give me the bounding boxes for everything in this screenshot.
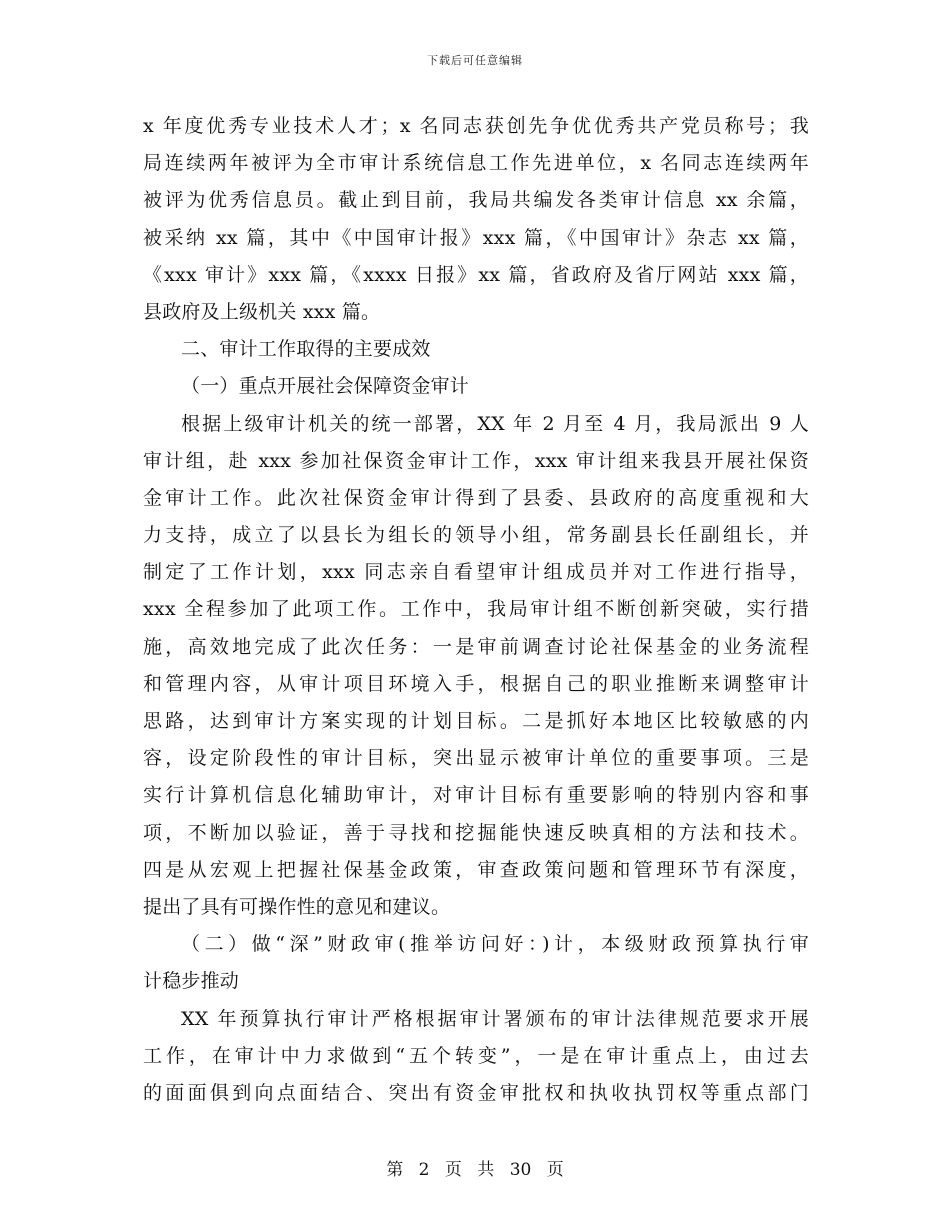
text-line: 工作，在审计中力求做到“五个转变”，一是在审计重点上，由过去	[143, 1044, 809, 1067]
text-line: 施，高效地完成了此次任务：一是审前调查讨论社保基金的业务流程	[143, 635, 809, 658]
total-pages: 30	[509, 1160, 532, 1180]
text-line: 和管理内容，从审计项目环境入手，根据自己的职业推断来调整审计	[143, 672, 809, 695]
text-line: 审计组，赴 xxx 参加社保资金审计工作，xxx 审计组来我县开展社保资	[143, 449, 809, 472]
subsection-heading: （二）做“深”财政审(推举访问好：)计，本级财政预算执行审	[181, 933, 809, 956]
total-label: 共	[477, 1160, 495, 1180]
text-line: 《xxx 审计》xxx 篇，《xxxx 日报》xx 篇，省政府及省厅网站 xxx 篇，	[143, 263, 809, 286]
total-unit: 页	[546, 1160, 564, 1180]
text-line: 四是从宏观上把握社保基金政策，审查政策问题和管理环节有深度，	[143, 858, 809, 881]
text-line: 制定了工作计划，xxx 同志亲自看望审计组成员并对工作进行指导，	[143, 561, 809, 584]
section-heading: 二、审计工作取得的主要成效	[181, 338, 431, 361]
page-unit: 页	[444, 1160, 462, 1180]
text-line: x 年度优秀专业技术人才；x 名同志获创先争优优秀共产党员称号；我	[143, 115, 809, 137]
subsection-heading-continued: 计稳步推动	[143, 970, 240, 993]
text-line: 容，设定阶段性的审计目标，突出显示被审计单位的重要事项。三是	[143, 747, 809, 770]
subsection-heading: （一）重点开展社会保障资金审计	[181, 375, 470, 398]
text-line: 局连续两年被评为全市审计系统信息工作先进单位，x 名同志连续两年	[143, 152, 809, 175]
text-line: xxx 全程参加了此项工作。工作中，我局审计组不断创新突破，实行措	[143, 598, 809, 621]
text-line: 力支持，成立了以县长为组长的领导小组，常务副县长任副组长，并	[143, 524, 809, 547]
text-line: XX 年预算执行审计严格根据审计署颁布的审计法律规范要求开展	[181, 1007, 809, 1030]
text-line: 金审计工作。此次社保资金审计得到了县委、县政府的高度重视和大	[143, 486, 809, 509]
text-line: 县政府及上级机关 xxx 篇。	[143, 300, 381, 323]
page-number: 2	[418, 1160, 430, 1180]
document-body	[143, 108, 809, 1112]
text-line: 根据上级审计机关的统一部署，XX 年 2 月至 4 月，我局派出 9 人	[181, 412, 809, 435]
page-label: 第	[386, 1160, 404, 1180]
text-line: 思路，达到审计方案实现的计划目标。二是抓好本地区比较敏感的内	[143, 710, 809, 732]
text-line: 项，不断加以验证，善于寻找和挖掘能快速反映真相的方法和技术。	[143, 821, 809, 844]
text-line: 实行计算机信息化辅助审计，对审计目标有重要影响的特别内容和事	[143, 784, 809, 807]
page-header: 下载后可任意编辑	[427, 54, 523, 67]
text-line: 提出了具有可操作性的意见和建议。	[143, 895, 451, 918]
page-footer	[0, 1155, 950, 1180]
text-line: 被评为优秀信息员。截止到目前，我局共编发各类审计信息 xx 余篇，	[143, 189, 809, 212]
text-line: 被采纳 xx 篇，其中《中国审计报》xxx 篇，《中国审计》杂志 xx 篇，	[143, 226, 809, 249]
text-line: 的面面俱到向点面结合、突出有资金审批权和执收执罚权等重点部门	[143, 1081, 809, 1104]
